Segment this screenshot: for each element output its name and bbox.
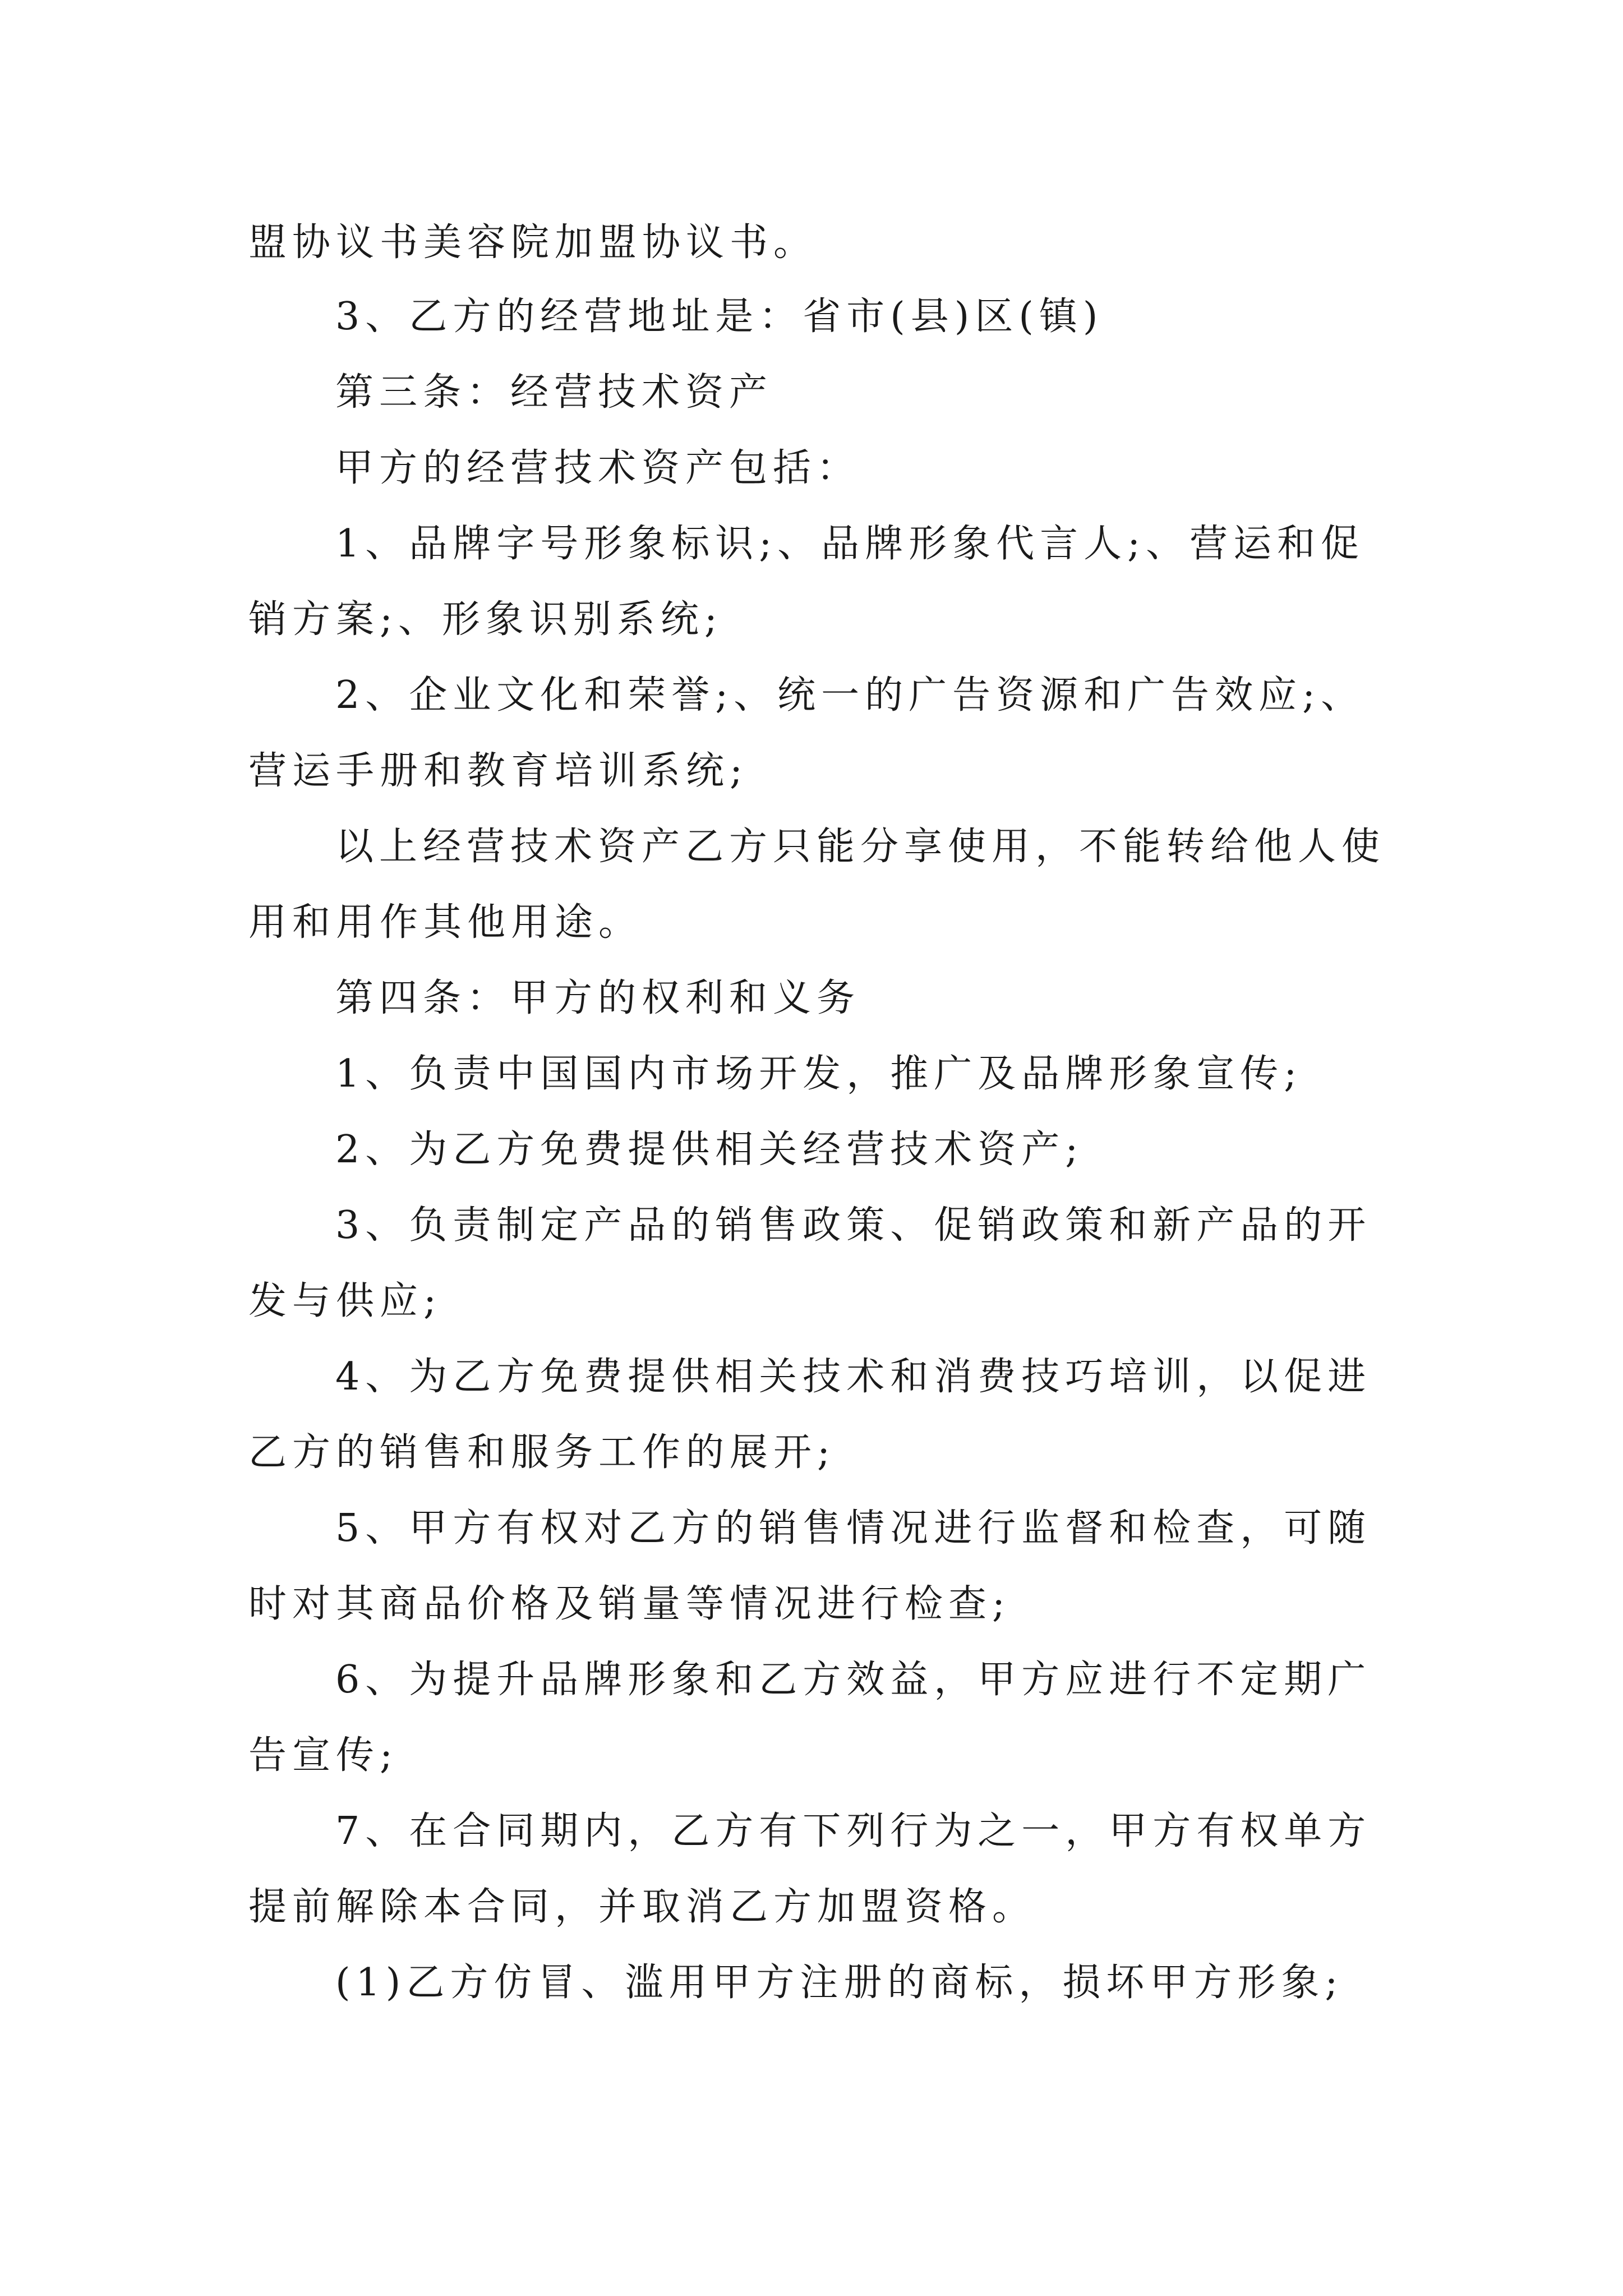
- section-heading: 第三条：经营技术资产: [335, 370, 773, 415]
- list-item: 5、甲方有权对乙方的销售情况进行监督和检查，可随: [335, 1506, 1372, 1550]
- list-item: (1)乙方仿冒、滥用甲方注册的商标，损坏甲方形象;: [335, 1961, 1344, 2005]
- text-line: 销方案;、形象识别系统;: [248, 597, 723, 642]
- text-line: 发与供应;: [248, 1279, 442, 1323]
- list-item: 7、在合同期内，乙方有下列行为之一，甲方有权单方: [335, 1809, 1372, 1853]
- list-item: 2、企业文化和荣誉;、统一的广告资源和广告效应;、: [335, 673, 1365, 717]
- list-item: 2、为乙方免费提供相关经营技术资产;: [335, 1128, 1084, 1172]
- text-line: 3、乙方的经营地址是：省市(县)区(镇): [335, 295, 1104, 339]
- text-line: 甲方的经营技术资产包括：: [335, 446, 861, 490]
- text-line: 时对其商品价格及销量等情况进行检查;: [248, 1582, 1011, 1626]
- list-item: 6、为提升品牌形象和乙方效益，甲方应进行不定期广: [335, 1658, 1372, 1702]
- text-line: 盟协议书美容院加盟协议书。: [248, 220, 818, 265]
- text-line: 用和用作其他用途。: [248, 900, 643, 945]
- list-item: 1、品牌字号形象标识;、品牌形象代言人;、营运和促: [335, 522, 1365, 566]
- section-heading: 第四条：甲方的权利和义务: [335, 976, 861, 1020]
- text-line: 营运手册和教育培训系统;: [248, 749, 748, 793]
- text-line: 提前解除本合同，并取消乙方加盟资格。: [248, 1885, 1036, 1929]
- list-item: 3、负责制定产品的销售政策、促销政策和新产品的开: [335, 1203, 1372, 1248]
- text-line: 以上经营技术资产乙方只能分享使用，不能转给他人使: [335, 825, 1386, 869]
- text-line: 告宣传;: [248, 1733, 398, 1778]
- list-item: 4、为乙方免费提供相关技术和消费技巧培训，以促进: [335, 1355, 1372, 1399]
- text-line: 乙方的销售和服务工作的展开;: [248, 1430, 836, 1475]
- list-item: 1、负责中国国内市场开发，推广及品牌形象宣传;: [335, 1052, 1303, 1096]
